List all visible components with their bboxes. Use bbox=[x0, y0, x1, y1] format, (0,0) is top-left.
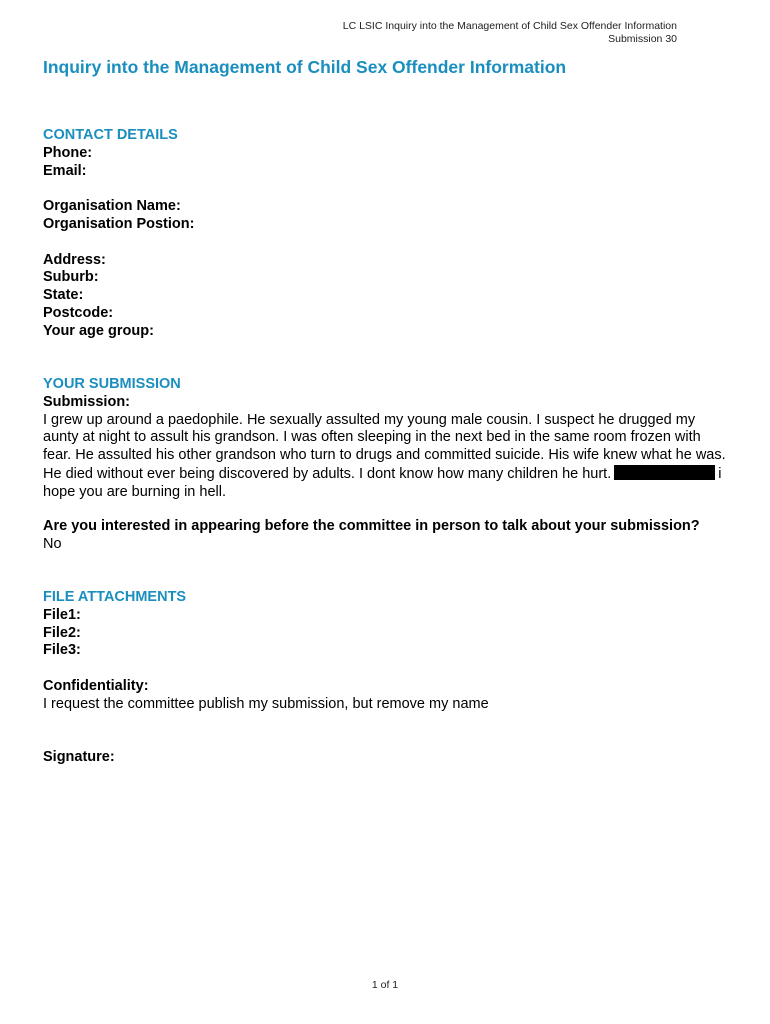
file1-label: File1: bbox=[43, 606, 81, 623]
appearing-question: Are you interested in appearing before the committee in person to talk about your submission? bbox=[43, 518, 700, 534]
appearing-question-section bbox=[43, 518, 728, 554]
page-number: 1 of 1 bbox=[371, 979, 399, 991]
your-submission-section bbox=[43, 376, 728, 502]
age-group-label: Your age group: bbox=[43, 322, 154, 339]
organisation-name-label: Organisation Name: bbox=[43, 198, 181, 215]
file2-label: File2: bbox=[43, 624, 81, 641]
address-label: Address: bbox=[43, 251, 106, 268]
submission-text-body: I grew up around a paedophile. He sexually assulted my young male cousin. I suspect he drugged my aunty at night to assult his grandson. I was often sleeping in the next bed in the same room frozen with fear. He assulted his other grandson who turn to drugs and committed suicide. His wife knew what he was. He died without ever being discovered by adults. I dont know how many children he hurt. bbox=[43, 411, 726, 482]
document-title: Inquiry into the Management of Child Sex Offender Information bbox=[43, 57, 567, 77]
organisation-position-label: Organisation Postion: bbox=[43, 215, 195, 232]
confidentiality-section bbox=[43, 678, 728, 714]
confidentiality-value: I request the committee publish my submission, but remove my name bbox=[43, 695, 489, 712]
header-inquiry-line: LC LSIC Inquiry into the Management of Child Sex Offender Information bbox=[342, 20, 677, 32]
state-label: State: bbox=[43, 287, 84, 304]
postcode-label: Postcode: bbox=[43, 304, 114, 321]
header-submission-number: Submission 30 bbox=[608, 33, 677, 45]
page-header bbox=[343, 20, 677, 46]
contact-details-section bbox=[43, 127, 728, 341]
file-attachments-section bbox=[43, 589, 728, 660]
phone-label: Phone: bbox=[43, 144, 93, 161]
signature-label: Signature: bbox=[43, 749, 115, 765]
suburb-label: Suburb: bbox=[43, 269, 99, 286]
contact-details-heading: CONTACT DETAILS bbox=[43, 127, 178, 143]
email-label: Email: bbox=[43, 162, 87, 179]
submission-text-end: i hope you are burning in hell. bbox=[43, 465, 722, 500]
signature-section bbox=[43, 749, 728, 767]
submission-label: Submission: bbox=[43, 393, 131, 410]
file-attachments-heading: FILE ATTACHMENTS bbox=[43, 589, 187, 605]
appearing-answer: No bbox=[43, 535, 62, 552]
confidentiality-label: Confidentiality: bbox=[43, 678, 149, 694]
file3-label: File3: bbox=[43, 642, 81, 659]
submission-text bbox=[43, 412, 728, 502]
your-submission-heading: YOUR SUBMISSION bbox=[43, 376, 181, 392]
redaction-bar bbox=[614, 465, 715, 480]
